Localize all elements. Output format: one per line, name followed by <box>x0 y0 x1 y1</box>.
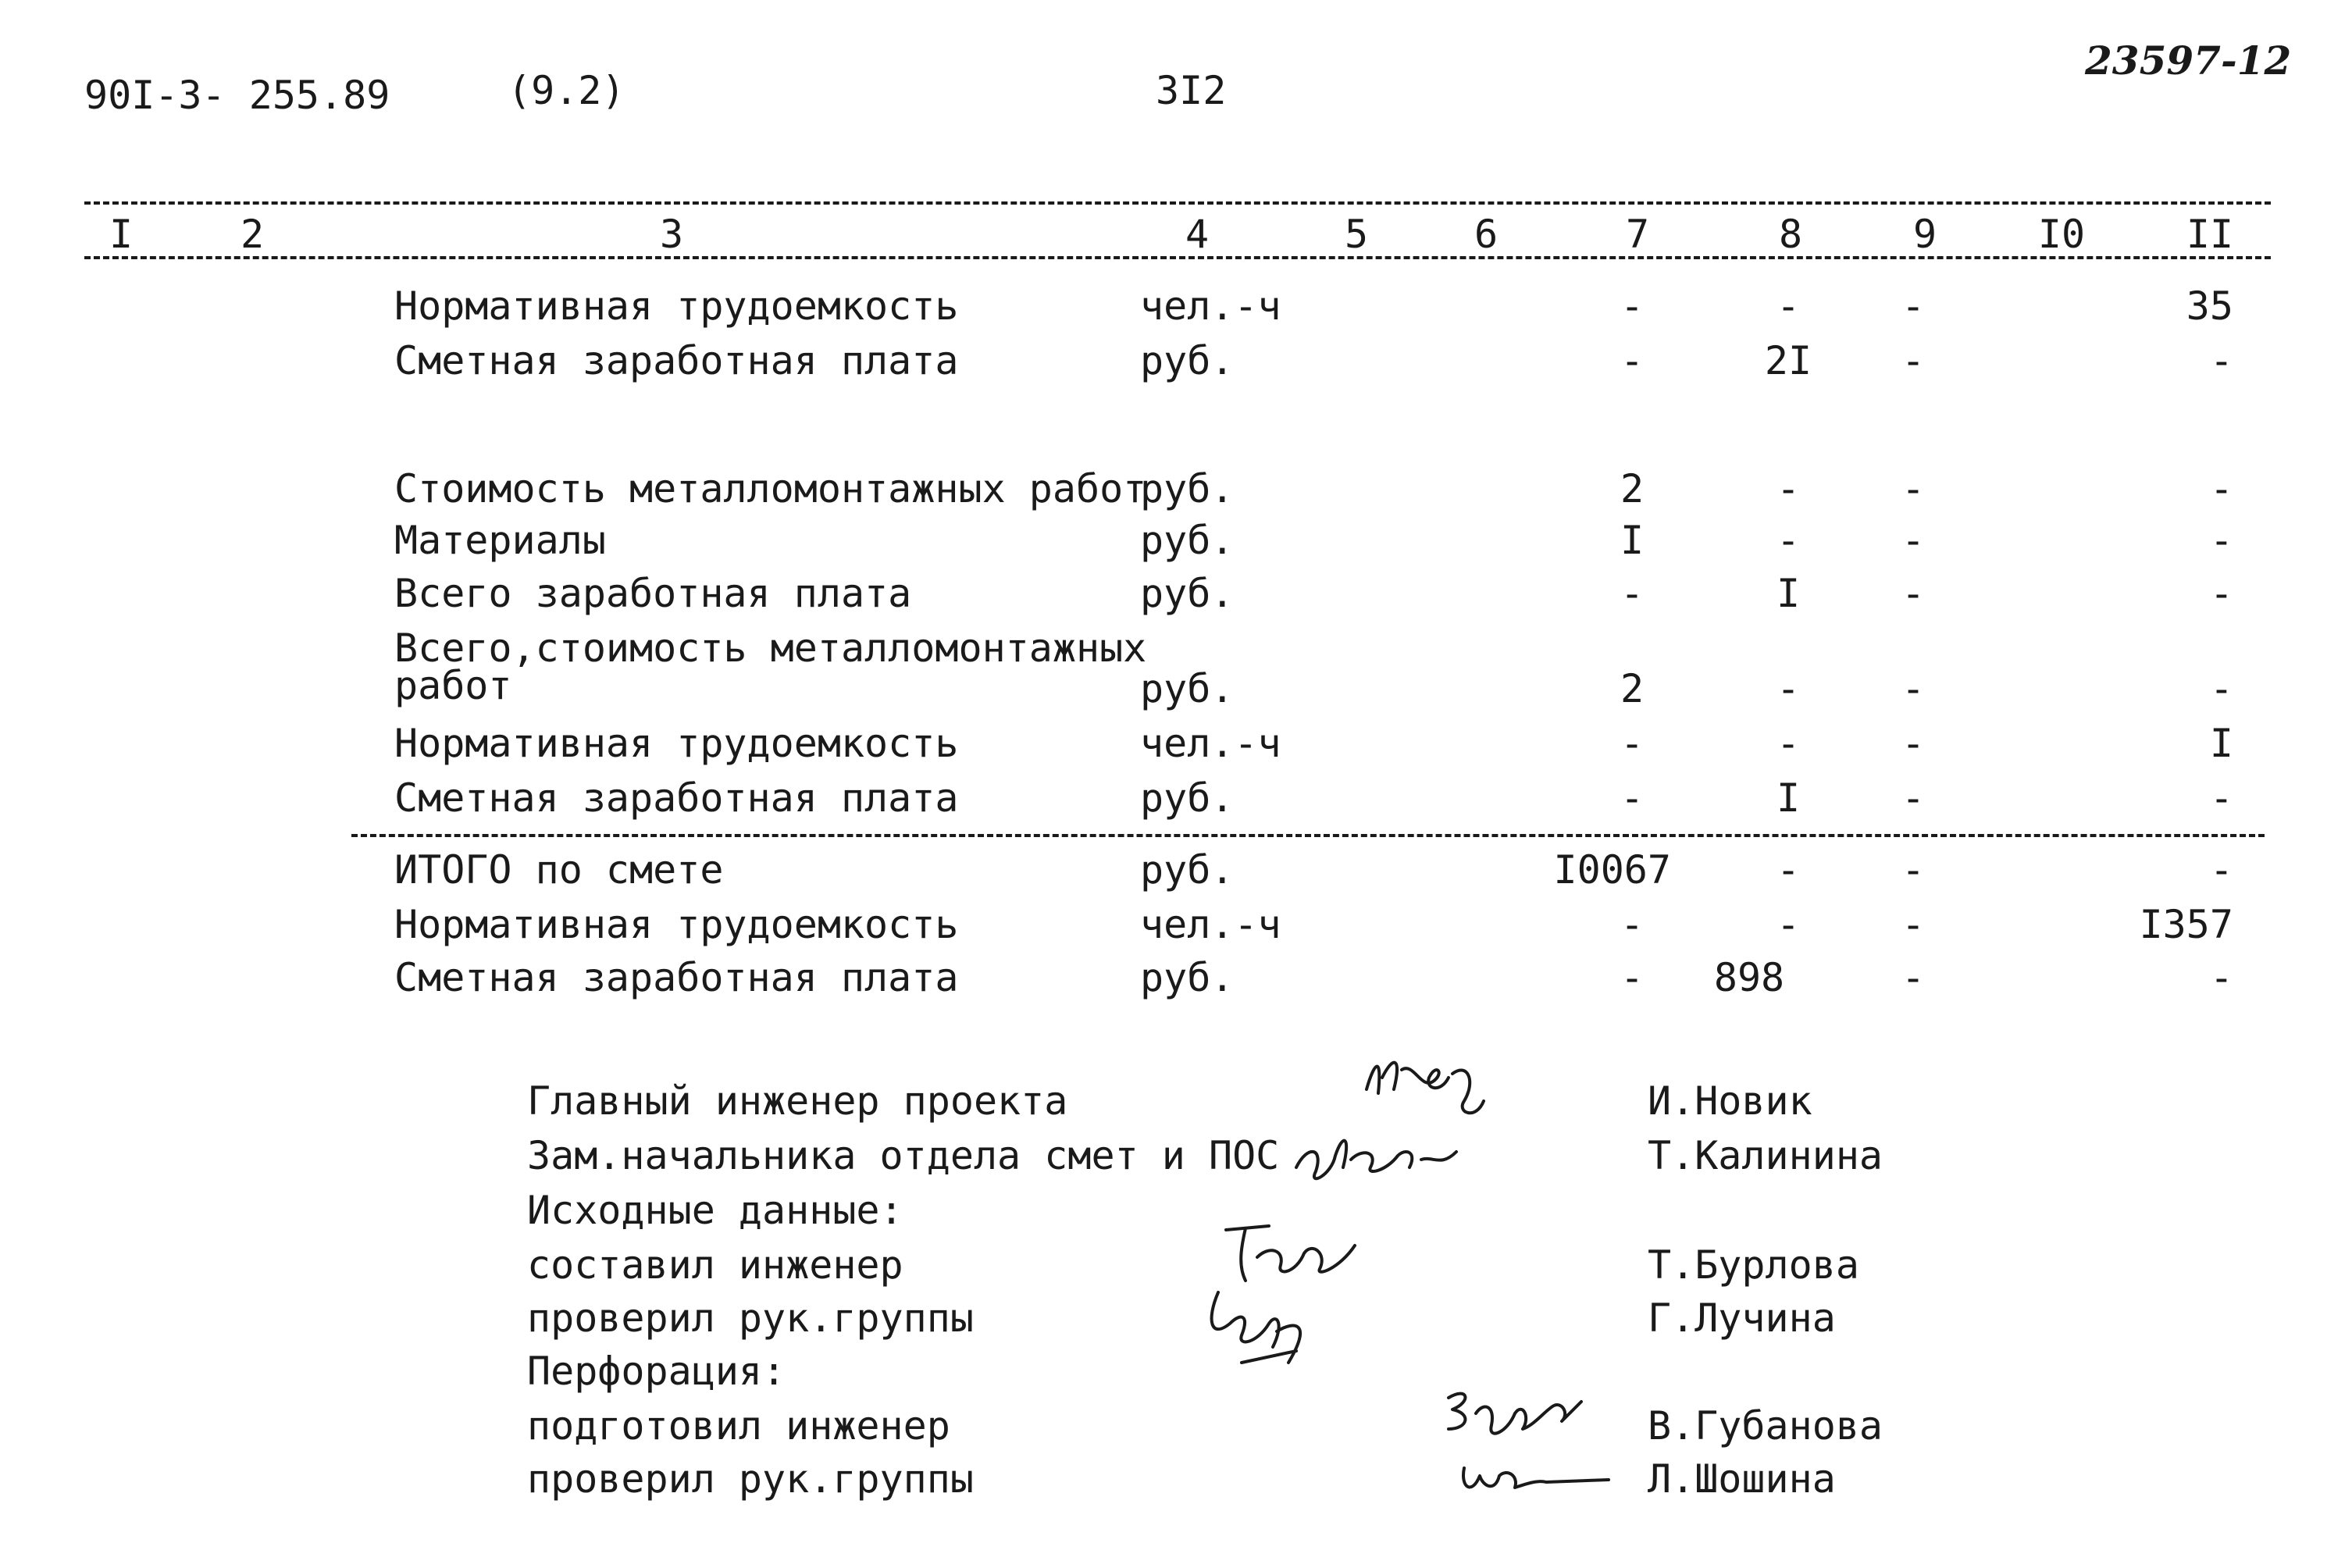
row-col-7: I <box>1620 518 1645 563</box>
row-col-8: - <box>1776 666 1801 711</box>
row-name: Сметная заработная плата <box>394 338 959 383</box>
totals-rule <box>351 834 2265 837</box>
page-number: 3I2 <box>1156 68 1227 113</box>
row-col-9: - <box>1901 518 1926 563</box>
signature-role: проверил рук.группы <box>527 1295 974 1341</box>
row-col-7: 2 <box>1620 666 1645 711</box>
row-col-9: - <box>1901 775 1926 821</box>
row-name: Всего,стоимость металломонтажных <box>394 625 1147 671</box>
row-unit: чел.-ч <box>1140 283 1281 329</box>
row-col-9: - <box>1901 338 1926 383</box>
signature-role: составил инженер <box>527 1242 903 1288</box>
section-number: (9.2) <box>508 68 625 113</box>
table-top-rule <box>84 201 2271 205</box>
signature-role: подготовил инженер <box>527 1403 950 1449</box>
row-col-7: - <box>1620 571 1645 616</box>
row-col-7: - <box>1620 955 1645 1000</box>
row-col-8: I <box>1776 571 1801 616</box>
handwritten-signature-gubanova <box>1437 1378 1585 1452</box>
signature-role: Главный инженер проекта <box>527 1078 1068 1124</box>
handwritten-signature-kalinina <box>1288 1121 1468 1194</box>
row-col-7: - <box>1620 902 1645 947</box>
row-col-8: - <box>1776 721 1801 766</box>
signature-role: проверил рук.группы <box>527 1456 974 1502</box>
row-col-11: - <box>2209 666 2233 711</box>
row-unit: чел.-ч <box>1140 721 1281 766</box>
row-col-7: 2 <box>1620 466 1645 511</box>
column-header-11: II <box>2186 212 2234 257</box>
row-col-11: - <box>2209 847 2233 893</box>
column-header-9: 9 <box>1912 212 1937 257</box>
row-name: Стоимость металломонтажных работ <box>394 466 1147 511</box>
row-col-11: - <box>2209 955 2233 1000</box>
signature-name: И.Новик <box>1648 1078 1812 1124</box>
row-col-7: - <box>1620 721 1645 766</box>
handwritten-signature-luchina <box>1195 1277 1327 1381</box>
handwritten-signature-shoshina <box>1452 1445 1616 1510</box>
column-header-4: 4 <box>1185 212 1210 257</box>
column-header-2: 2 <box>240 212 265 257</box>
signature-role: Зам.начальника отдела смет и ПОС <box>527 1133 1280 1178</box>
row-name: Сметная заработная плата <box>394 955 959 1000</box>
row-col-9: - <box>1901 721 1926 766</box>
row-col-9: - <box>1901 955 1926 1000</box>
row-col-9: - <box>1901 847 1926 893</box>
signature-name: Г.Лучина <box>1648 1295 1836 1341</box>
row-col-9: - <box>1901 571 1926 616</box>
row-name: ИТОГО по смете <box>394 847 724 893</box>
row-col-8: - <box>1776 466 1801 511</box>
row-unit: руб. <box>1140 466 1235 511</box>
row-unit: руб. <box>1140 775 1235 821</box>
column-header-5: 5 <box>1344 212 1369 257</box>
row-unit: руб. <box>1140 666 1235 711</box>
row-col-8: - <box>1776 283 1801 329</box>
row-col-11: - <box>2209 571 2233 616</box>
column-header-8: 8 <box>1778 212 1803 257</box>
signature-section-heading: Перфорация: <box>527 1349 786 1394</box>
row-name: Сметная заработная плата <box>394 775 959 821</box>
row-col-7: - <box>1620 283 1645 329</box>
signature-name: В.Губанова <box>1648 1403 1883 1449</box>
row-col-7: - <box>1620 338 1645 383</box>
row-unit: руб. <box>1140 518 1235 563</box>
row-col-11: - <box>2209 466 2233 511</box>
row-col-8: - <box>1776 902 1801 947</box>
row-unit: чел.-ч <box>1140 902 1281 947</box>
row-name: Нормативная трудоемкость <box>394 902 959 947</box>
column-header-6: 6 <box>1474 212 1499 257</box>
signature-name: Л.Шошина <box>1648 1456 1836 1502</box>
row-col-11: I357 <box>2139 902 2233 947</box>
row-name: Нормативная трудоемкость <box>394 721 959 766</box>
row-col-8: - <box>1776 847 1801 893</box>
row-col-11: 35 <box>2186 283 2233 329</box>
row-col-8: 2I <box>1764 338 1812 383</box>
row-col-7: I0067 <box>1553 847 1671 893</box>
row-unit: руб. <box>1140 847 1235 893</box>
row-col-7: - <box>1620 775 1645 821</box>
row-col-11: - <box>2209 775 2233 821</box>
table-header-rule <box>84 256 2271 259</box>
signature-name: Т.Калинина <box>1648 1133 1883 1178</box>
archive-stamp-number: 23597-12 <box>2085 37 2292 84</box>
row-name: Нормативная трудоемкость <box>394 283 959 329</box>
row-unit: руб. <box>1140 955 1235 1000</box>
row-unit: руб. <box>1140 338 1235 383</box>
column-header-1: I <box>109 212 134 257</box>
row-name: Всего заработная плата <box>394 571 912 616</box>
row-col-9: - <box>1901 666 1926 711</box>
column-header-3: 3 <box>659 212 684 257</box>
row-col-11: I <box>2209 721 2233 766</box>
column-header-10: I0 <box>2037 212 2086 257</box>
row-name-continued: работ <box>394 663 512 708</box>
row-name: Материалы <box>394 518 606 563</box>
row-col-8: 898 <box>1713 955 1785 1000</box>
row-col-11: - <box>2209 518 2233 563</box>
row-col-8: I <box>1776 775 1801 821</box>
document-code: 90I-3- 255.89 <box>84 73 390 118</box>
row-col-8: - <box>1776 518 1801 563</box>
column-header-7: 7 <box>1625 212 1650 257</box>
row-col-9: - <box>1901 466 1926 511</box>
row-unit: руб. <box>1140 571 1235 616</box>
row-col-9: - <box>1901 902 1926 947</box>
row-col-11: - <box>2209 338 2233 383</box>
signature-section-heading: Исходные данные: <box>527 1188 903 1233</box>
row-col-9: - <box>1901 283 1926 329</box>
signature-name: Т.Бурлова <box>1648 1242 1859 1288</box>
